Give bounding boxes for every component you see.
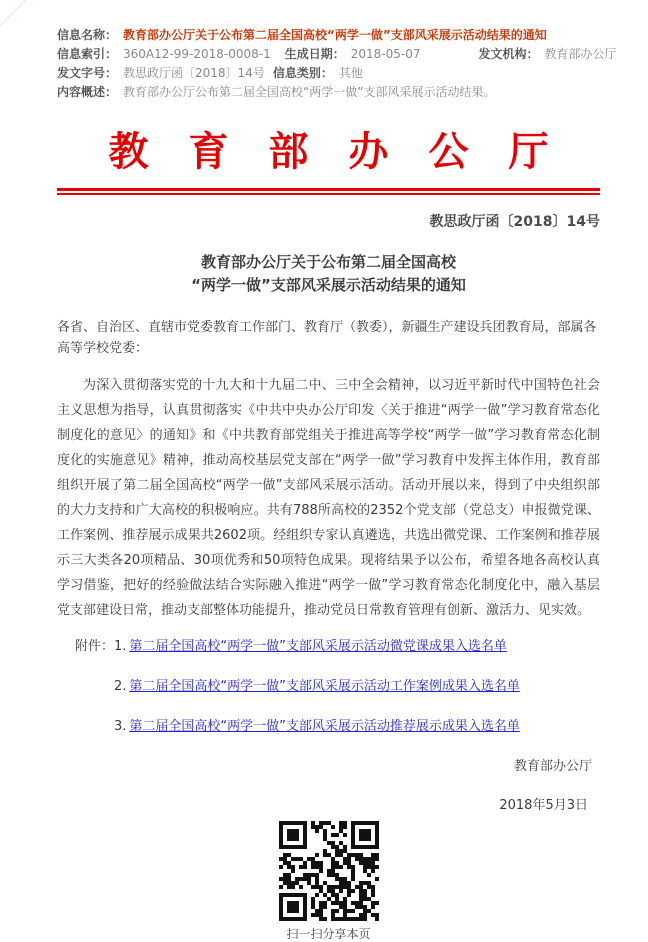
meta-summary-value: 教育部办公厅公布第二届全国高校“两学一做”支部风采展示活动结果。 <box>123 85 496 99</box>
document-title <box>57 251 600 297</box>
qr-footer <box>57 821 600 942</box>
document-number: 教思政厅函〔2018〕14号 <box>429 214 600 230</box>
qr-code <box>279 821 379 921</box>
meta-agency-label: 发文机构： <box>478 47 539 61</box>
metadata-table <box>57 26 617 102</box>
letterhead-title: 教育部办公厅 <box>108 128 589 175</box>
signature-agency: 教育部办公厅 <box>513 759 592 774</box>
attachment-3-number: 3. <box>114 719 127 734</box>
meta-gendate-value: 2018-05-07 <box>350 47 421 61</box>
attachment-2-link[interactable]: 第二届全国高校“两学一做”支部风采展示活动工作案例成果入选名单 <box>129 679 520 694</box>
meta-row-name <box>57 26 600 45</box>
attachment-row-3 <box>57 717 600 737</box>
body-paragraph: 为深入贯彻落实党的十九大和十九届二中、三中全会精神，以习近平新时代中国特色社会主义思想为指导，认真贯彻落实《中共中央办公厅印发〈关于推进“两学一做”学习教育常态化制度化的意见〉的通知》和《中共教育部党组关于推进高等学校“两学一做”学习教育常态化制度化的实施意见》精神，推动高校基层党支部在“两学一做”学习教育中发挥主体作用，教育部组织开展了第二届全国高校“两学一做”支部风采展示活动。活动开展以来，得到了中央组织部的大力支持和广大高校的积极响应。共有788所高校的2352个党支部（党总支）申报微党课、工作案例、推荐展示成果共2602项。经组织专家认真遴选，共选出微党课、工作案例和推荐展示三大类各20项精品、30项优秀和50项特色成果。现将结果予以公布，希望各地各高校认真学习借鉴，把好的经验做法结合实际融入推进“两学一做”学习教育常态化制度化中，融入基层党支部建设日常，推动支部整体功能提升，推动党员日常教育管理有创新、激活力、见实效。 <box>57 378 600 618</box>
meta-name-label: 信息名称： <box>57 28 118 42</box>
attachment-2-number: 2. <box>114 679 127 694</box>
meta-row-summary <box>57 83 600 102</box>
attachment-1-link[interactable]: 第二届全国高校“两学一做”支部风采展示活动微党课成果入选名单 <box>129 639 507 654</box>
attachment-row-2 <box>57 677 600 697</box>
meta-name-value: 教育部办公厅关于公布第二届全国高校“两学一做”支部风采展示活动结果的通知 <box>123 28 547 42</box>
meta-row-index <box>57 45 617 64</box>
meta-category-label: 信息类别： <box>272 66 333 80</box>
attachment-row-1 <box>57 637 600 657</box>
meta-row-docno <box>57 64 600 83</box>
attachments-list <box>57 637 600 737</box>
meta-gendate-label: 生成日期： <box>284 47 345 61</box>
meta-category-value: 其他 <box>338 66 363 80</box>
document-title-line1: 教育部办公厅关于公布第二届全国高校 <box>200 253 456 271</box>
meta-index-label: 信息索引： <box>57 47 118 61</box>
meta-index-value: 360A12-99-2018-0008-1 <box>123 47 271 61</box>
meta-docno-value: 教思政厅函〔2018〕14号 <box>123 66 265 80</box>
letterhead-double-rule <box>57 188 600 195</box>
signature-date: 2018年5月3日 <box>499 798 588 813</box>
salutation: 各省、自治区、直辖市党委教育工作部门、教育厅（教委），新疆生产建设兵团教育局，部属各高等学校党委： <box>57 320 597 356</box>
meta-docno-label: 发文字号： <box>57 66 118 80</box>
document-title-line2: “两学一做”支部风采展示活动结果的通知 <box>191 276 466 294</box>
meta-agency-value: 教育部办公厅 <box>544 47 617 61</box>
meta-summary-label: 内容概述： <box>57 85 118 99</box>
attachments-label: 附件： <box>75 639 115 654</box>
attachment-1-number: 1. <box>114 639 127 654</box>
attachment-3-link[interactable]: 第二届全国高校“两学一做”支部风采展示活动推荐展示成果入选名单 <box>129 719 520 734</box>
qr-caption: 扫一扫分享本页 <box>286 927 371 941</box>
